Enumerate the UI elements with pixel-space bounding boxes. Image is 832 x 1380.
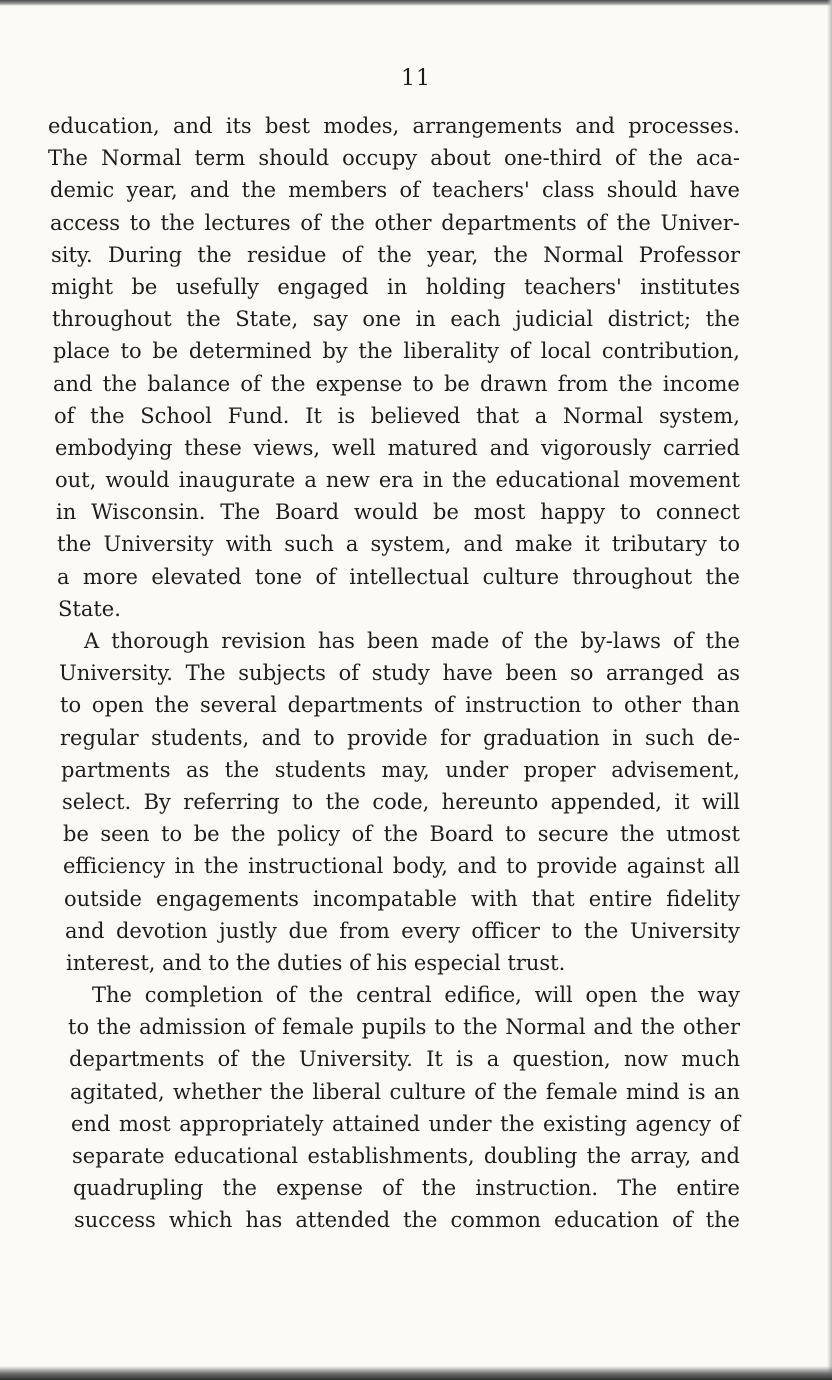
text-line: and the balance of the expense to be drawn from the income <box>53 371 740 396</box>
text-line: in Wisconsin. The Board would be most happy to connect <box>56 500 740 525</box>
text-line: embodying these views, well matured and vigorously carried <box>55 435 740 460</box>
text-line: education, and its best modes, arrangements and processes. <box>48 114 740 138</box>
text-line: end most appropriately attained under the existing agency of <box>71 1111 740 1136</box>
text-line: to open the several departments of instruction to other than <box>60 693 740 718</box>
text-line: partments as the students may, under proper advisement, <box>61 757 740 782</box>
text-line: might be usefully engaged in holding teachers' institutes <box>51 274 740 299</box>
text-line: sity. During the residue of the year, the Normal Professor <box>51 242 740 267</box>
text-line: out, would inaugurate a new era in the educational movement <box>55 468 740 493</box>
text-line: demic year, and the members of teachers' class should have <box>50 178 740 203</box>
text-line: and devotion justly due from every officer to the University <box>65 918 740 943</box>
text-line: access to the lectures of the other departments of the Univer- <box>50 210 740 235</box>
text-line: place to be determined by the liberality of local contribution, <box>53 339 740 364</box>
text-line: outside engagements incompatable with that entire fidelity <box>64 886 740 911</box>
text-line: University. The subjects of study have been so arranged as <box>59 661 740 686</box>
body-text <box>40 110 740 1237</box>
text-line: The Normal term should occupy about one-third of the aca- <box>48 146 740 171</box>
text-line: A thorough revision has been made of the by-laws of the <box>84 629 740 653</box>
text-line: to the admission of female pupils to the Normal and the other <box>68 1015 740 1040</box>
text-line: throughout the State, say one in each judicial district; the <box>52 307 740 332</box>
text-line: efficiency in the instructional body, and to provide against all <box>63 854 740 879</box>
text-line: departments of the University. It is a question, now much <box>69 1047 740 1072</box>
text-line: separate educational establishments, doubling the array, and <box>72 1144 740 1168</box>
page-number: 11 <box>401 66 431 91</box>
text-line: a more elevated tone of intellectual culture throughout the <box>57 564 740 589</box>
text-line: select. By referring to the code, hereunto appended, it will <box>62 789 740 814</box>
text-line: State. <box>58 596 121 621</box>
page-top-edge <box>0 0 832 6</box>
text-line: agitated, whether the liberal culture of the female mind is an <box>70 1079 740 1104</box>
text-line: of the School Fund. It is believed that a Normal system, <box>54 403 740 428</box>
text-line: interest, and to the duties of his especial trust. <box>66 950 566 975</box>
page-right-edge <box>827 0 832 1380</box>
text-line: regular students, and to provide for graduation in such de- <box>60 725 740 750</box>
text-line: be seen to be the policy of the Board to secure the utmost <box>63 822 740 847</box>
text-line: The completion of the central edifice, will open the way <box>92 983 740 1008</box>
page-bottom-edge <box>0 1366 832 1380</box>
text-line: the University with such a system, and make it tributary to <box>57 532 740 557</box>
text-line: success which has attended the common education of the <box>74 1208 740 1233</box>
text-line: quadrupling the expense of the instruction. The entire <box>73 1176 740 1201</box>
